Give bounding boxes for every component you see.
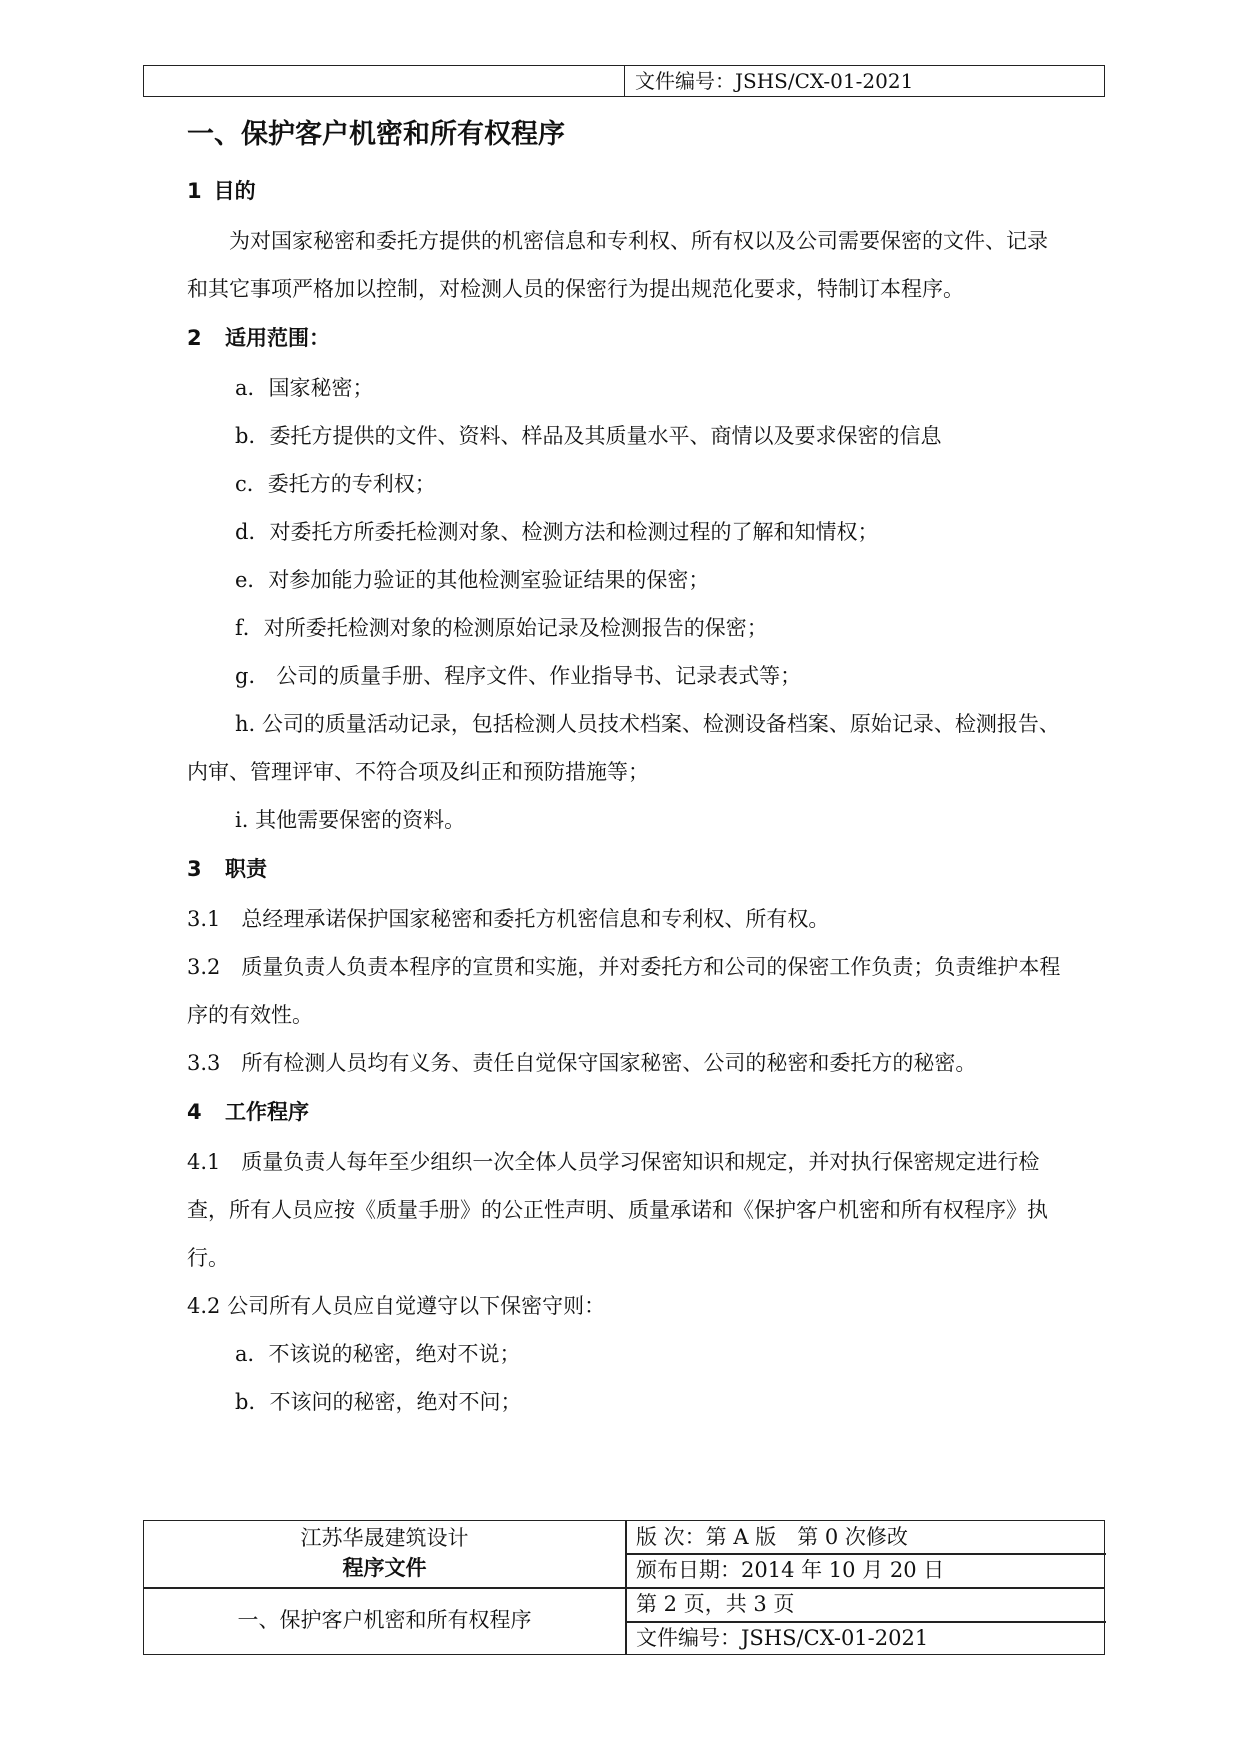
footer-edition: 版 次：第 A 版 第 0 次修改 xyxy=(636,1525,908,1549)
section-number: 4 xyxy=(187,1100,202,1124)
section-number: 2 xyxy=(187,326,202,350)
section-number: 3 xyxy=(187,857,202,881)
section-heading-2 xyxy=(187,313,1067,364)
header-doc-number: 文件编号：JSHS/CX-01-2021 xyxy=(635,69,914,93)
scope-item: g． 公司的质量手册、程序文件、作业指导书、记录表式等； xyxy=(235,664,802,688)
footer-company-cell xyxy=(144,1521,625,1587)
footer-table xyxy=(143,1520,1105,1655)
footer-page-number: 第 2 页，共 3 页 xyxy=(636,1592,795,1616)
document-body xyxy=(187,112,1067,1426)
scope-item: f．对所委托检测对象的检测原始记录及检测报告的保密； xyxy=(235,616,768,640)
section-title: 工作程序 xyxy=(225,1100,309,1124)
footer-doc-type: 程序文件 xyxy=(342,1556,427,1580)
confidentiality-rule: b．不该问的秘密，绝对不问； xyxy=(235,1390,522,1414)
scope-item: b．委托方提供的文件、资料、样品及其质量水平、商情以及要求保密的信息 xyxy=(235,424,942,448)
responsibility-item: 3.3 所有检测人员均有义务、责任自觉保守国家秘密、公司的秘密和委托方的秘密。 xyxy=(187,1051,977,1075)
confidentiality-rule: a．不该说的秘密，绝对不说； xyxy=(235,1342,521,1366)
section-title: 目的 xyxy=(213,179,256,203)
scope-item: i. 其他需要保密的资料。 xyxy=(235,808,466,832)
section-number: 1 xyxy=(187,179,202,203)
responsibility-item: 3.1 总经理承诺保护国家秘密和委托方机密信息和专利权、所有权。 xyxy=(187,907,830,931)
scope-item: c．委托方的专利权； xyxy=(235,472,436,496)
scope-item: e．对参加能力验证的其他检测室验证结果的保密； xyxy=(235,568,710,592)
section-heading-1 xyxy=(187,166,1067,217)
procedure-item: 4.2 公司所有人员应自觉遵守以下保密守则： xyxy=(187,1294,606,1318)
scope-item: h. 公司的质量活动记录，包括检测人员技术档案、检测设备档案、原始记录、检测报告、内审、管理评审、不符合项及纠正和预防措施等； xyxy=(187,712,1060,784)
footer-procedure-name: 一、保护客户机密和所有权程序 xyxy=(237,1608,532,1632)
purpose-paragraph: 为对国家秘密和委托方提供的机密信息和专利权、所有权以及公司需要保密的文件、记录和其它事项严格加以控制，对检测人员的保密行为提出规范化要求，特制订本程序。 xyxy=(187,229,1048,301)
document-title: 一、保护客户机密和所有权程序 xyxy=(187,119,565,150)
scope-item: d．对委托方所委托检测对象、检测方法和检测过程的了解和知情权； xyxy=(235,520,879,544)
scope-item: a．国家秘密； xyxy=(235,376,374,400)
section-heading-3 xyxy=(187,844,1067,895)
responsibility-item: 3.2 质量负责人负责本程序的宣贯和实施，并对委托方和公司的保密工作负责；负责维护本程序的有效性。 xyxy=(187,955,1061,1027)
procedure-item: 4.1 质量负责人每年至少组织一次全体人员学习保密知识和规定，并对执行保密规定进行检查，所有人员应按《质量手册》的公正性声明、质量承诺和《保护客户机密和所有权程序》执行。 xyxy=(187,1150,1048,1270)
header-blank-cell xyxy=(144,66,625,96)
footer-company-name: 江苏华晟建筑设计 xyxy=(300,1526,469,1550)
footer-issue-date: 颁布日期：2014 年 10 月 20 日 xyxy=(636,1558,945,1582)
footer-doc-number: 文件编号：JSHS/CX-01-2021 xyxy=(636,1626,929,1650)
section-heading-4 xyxy=(187,1087,1067,1138)
header-table xyxy=(143,65,1105,97)
section-title: 适用范围： xyxy=(225,326,330,350)
section-title: 职责 xyxy=(225,857,267,881)
